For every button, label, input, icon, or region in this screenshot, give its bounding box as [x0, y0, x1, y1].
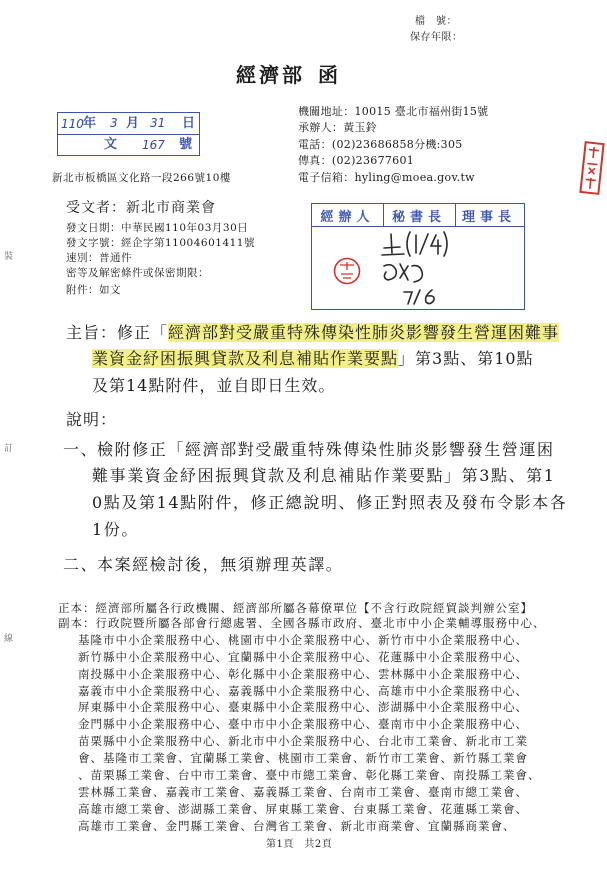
- sender-phone: (02)23686858分機:305: [331, 138, 463, 151]
- recipient-line: [66, 201, 216, 215]
- agency-title: 經濟部: [236, 63, 305, 87]
- edge-red-seal-strokes: [582, 143, 603, 192]
- original-recipients: 經濟部所屬各行政機關、經濟部所屬各幕僚單位【不含行政院經貿談判辦公室】: [95, 601, 533, 615]
- page-total: 共2頁: [304, 839, 333, 850]
- copies-line: 金門縣中小企業服務中心、臺中市中小企業服務中心、臺南市中小企業服務中心、: [78, 717, 528, 731]
- copies-label: 副本：: [58, 616, 96, 630]
- binding-mark-xian: 線: [4, 634, 14, 644]
- sender-email-label: 電子信箱：: [298, 171, 355, 184]
- issue-number: 經企字第11004601411號: [121, 237, 255, 249]
- issue-date: 中華民國110年03月30日: [121, 222, 249, 234]
- subject-line-2-rest: 」第3點、第10點: [398, 349, 534, 368]
- attachment-label: 附件：: [66, 284, 99, 296]
- doc-type-title: 函: [318, 63, 341, 87]
- speed-line: [66, 253, 132, 264]
- subject-label: 主旨：: [66, 323, 118, 342]
- speed-label: 速別：: [66, 252, 99, 264]
- copies-line: 高雄市總工業會、澎湖縣工業會、屏東縣工業會、台東縣工業會、花蓮縣工業會、: [78, 802, 528, 816]
- approval-handwriting: [312, 204, 523, 308]
- received-doc-char: 文: [104, 137, 118, 152]
- secrecy-label: 密等及解密條件或保密期限：: [66, 267, 209, 279]
- received-day-number: 31: [150, 116, 166, 130]
- secrecy-line: [66, 268, 209, 279]
- sender-fax: (02)23677601: [331, 154, 415, 167]
- explanation-item-1-line: 1份。: [92, 520, 139, 539]
- retention-label: 保存年限：: [410, 32, 463, 43]
- binding-mark-ding: 訂: [4, 444, 14, 454]
- issue-number-label: 發文字號：: [66, 237, 121, 249]
- copies-line: 、苗栗縣工業會、台中市工業會、臺中市總工業會、彰化縣工業會、南投縣工業會、: [78, 768, 541, 782]
- copies-line: 基隆市中小企業服務中心、桃園市中小企業服務中心、新竹市中小企業服務中心、: [78, 633, 528, 647]
- sender-phone-label: 電話：: [298, 138, 332, 151]
- page-number: 第1頁: [266, 839, 294, 850]
- sender-address-label: 機關地址：: [298, 105, 355, 118]
- copies-line: 南投縣中小企業服務中心、彰化縣中小企業服務中心、雲林縣中小企業服務中心、: [78, 667, 528, 681]
- attachment-line: [66, 285, 121, 296]
- subject-highlight: 經濟部對受嚴重特殊傳染性肺炎影響發生營運困難事: [168, 323, 560, 342]
- sender-fax-label: 傳真：: [298, 154, 332, 167]
- explanation-item-1-number: 一、: [63, 440, 99, 459]
- recipient-address: 新北市板橋區文化路一段266號10樓: [52, 172, 231, 184]
- stamp-divider: [58, 134, 199, 135]
- copies-line: 新竹縣中小企業服務中心、宜蘭縣中小企業服務中心、花蓮縣中小企業服務中心、: [78, 650, 528, 664]
- copies-line: 屏東縣中小企業服務中心、臺東縣中小企業服務中心、澎湖縣中小企業服務中心、: [78, 700, 528, 714]
- subject-line-3: 及第14點附件，並自即日生效。: [92, 376, 336, 395]
- subject-line-2: [92, 351, 534, 367]
- received-day-char: 日: [182, 116, 196, 131]
- attachment-value: 如文: [99, 284, 121, 296]
- approval-col-chairman: 理事長: [461, 209, 516, 225]
- copies-line: [58, 618, 546, 630]
- explanation-item-2-number: 二、: [63, 555, 99, 574]
- issue-date-line: [66, 223, 248, 234]
- explanation-label: 說明：: [66, 410, 118, 429]
- original-label: 正本：: [58, 601, 96, 615]
- issue-number-line: [66, 238, 255, 249]
- explanation-item-1-line: 難事業資金紓困振興貸款及利息補貼作業要點」第3點、第1: [92, 466, 556, 485]
- binding-mark-zhuang: 裝: [4, 252, 14, 262]
- copies-line: 高雄市工業會、金門縣工業會、台灣省工業會、新北市商業會、宜蘭縣商業會、: [78, 819, 516, 833]
- copies-line: 苗栗縣中小企業服務中心、新北市中小企業服務中心、台北市工業會、新北市工業: [78, 734, 528, 748]
- sender-phone-line: [298, 139, 463, 150]
- sender-email-line: [298, 172, 475, 183]
- approval-stamp: [311, 203, 525, 310]
- subject-highlight: 業資金紓困振興貸款及利息補貼作業要點: [92, 349, 399, 368]
- subject-line-1-prefix: 修正「: [117, 323, 169, 342]
- copies-line: 嘉義市中小企業服務中心、嘉義縣中小企業服務中心、高雄市中小企業服務中心、: [78, 684, 528, 698]
- sender-address-line: [298, 106, 489, 117]
- sender-contact: 黃玉鈴: [343, 121, 378, 134]
- footer-gap: [294, 839, 305, 850]
- copies-line: 雲林縣工業會、嘉義市工業會、嘉義縣工業會、台南市工業會、臺南市總工業會、: [78, 785, 528, 799]
- approval-col-clerk: 經辦人: [320, 209, 375, 225]
- copies-text: 行政院暨所屬各部會行總處署、全國各縣市政府、臺北市中小企業輔導服務中心、: [95, 616, 546, 630]
- file-number-label: 檔 號：: [415, 16, 457, 27]
- received-stamp: [57, 112, 200, 156]
- sender-fax-line: [298, 155, 414, 166]
- received-doc-number: 167: [142, 138, 165, 152]
- sender-email: hyling@moea.gov.tw: [354, 171, 475, 184]
- recipient-name: 新北市商業會: [126, 200, 216, 216]
- red-circular-seal: [335, 259, 360, 284]
- original-recipients-line: [58, 603, 533, 615]
- explanation-item-1-line: 檢附修正「經濟部對受嚴重特殊傳染性肺炎影響發生營運困: [97, 440, 555, 459]
- edge-red-seal: [579, 141, 604, 195]
- speed-value: 普通件: [99, 252, 132, 264]
- page-footer: [266, 840, 332, 850]
- copies-line: 會、基隆市工業會、宜蘭縣工業會、桃園市工業會、新竹市工業會、新竹縣工業會: [78, 751, 528, 765]
- recipient-label: 受文者：: [66, 200, 126, 216]
- sender-contact-label: 承辦人：: [298, 121, 344, 134]
- issue-date-label: 發文日期：: [66, 222, 121, 234]
- sender-contact-line: [298, 122, 377, 133]
- received-month-number: 3: [110, 116, 118, 130]
- received-month-char: 月: [126, 116, 140, 131]
- approval-col-secretary-general: 秘書長: [391, 209, 446, 225]
- explanation-item-1-line: 0點及第14點附件，修正總說明、修正對照表及發布令影本各: [92, 493, 568, 512]
- received-hao-char: 號: [179, 137, 193, 152]
- sender-address: 10015 臺北市福州街15號: [354, 105, 489, 118]
- handwritten-note: [382, 232, 447, 304]
- subject-line-1: [117, 325, 559, 341]
- received-year-number: 110: [61, 117, 84, 131]
- explanation-item-2-line: 本案經檢討後，無須辦理英譯。: [97, 555, 344, 574]
- received-year-char: 年: [83, 116, 97, 131]
